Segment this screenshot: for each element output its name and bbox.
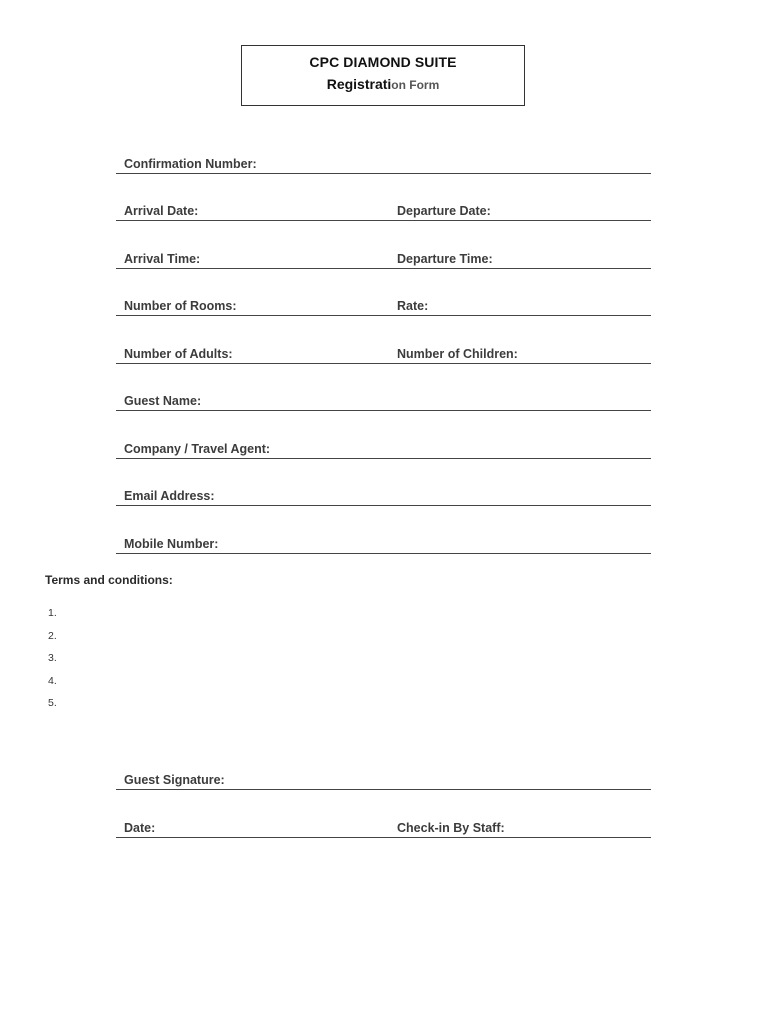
form-subtitle-part1: Registrati xyxy=(326,76,392,92)
terms-item-4: 4. xyxy=(48,674,57,687)
rate-label: Rate: xyxy=(397,299,429,313)
terms-heading: Terms and conditions: xyxy=(45,573,173,587)
departure-date-label: Departure Date: xyxy=(397,204,491,218)
guest-signature-label: Guest Signature: xyxy=(124,773,225,787)
arrival-departure-time-row[interactable] xyxy=(116,248,651,269)
adults-children-row[interactable] xyxy=(116,343,651,364)
guest-signature-field[interactable] xyxy=(116,769,651,790)
arrival-departure-date-row[interactable] xyxy=(116,200,651,221)
form-subtitle-part2: on Form xyxy=(391,78,440,92)
email-address-field[interactable] xyxy=(116,485,651,506)
arrival-date-label: Arrival Date: xyxy=(124,204,199,218)
guest-name-field[interactable] xyxy=(116,390,651,411)
mobile-number-label: Mobile Number: xyxy=(124,537,219,551)
company-travel-agent-field[interactable] xyxy=(116,438,651,459)
terms-item-5: 5. xyxy=(48,697,57,710)
confirmation-number-label: Confirmation Number: xyxy=(124,157,257,171)
terms-item-2: 2. xyxy=(48,629,57,642)
guest-name-label: Guest Name: xyxy=(124,394,202,408)
number-of-adults-label: Number of Adults: xyxy=(124,347,233,361)
email-address-label: Email Address: xyxy=(124,489,215,503)
number-of-children-label: Number of Children: xyxy=(397,347,518,361)
date-checkin-row[interactable] xyxy=(116,817,651,838)
terms-item-3: 3. xyxy=(48,652,57,665)
departure-time-label: Departure Time: xyxy=(397,252,493,266)
hotel-name: CPC DIAMOND SUITE xyxy=(309,54,457,70)
form-title-box xyxy=(241,45,525,106)
confirmation-number-field[interactable] xyxy=(116,153,651,174)
mobile-number-field[interactable] xyxy=(116,533,651,554)
number-of-rooms-label: Number of Rooms: xyxy=(124,299,237,313)
form-subtitle xyxy=(242,76,524,92)
terms-list xyxy=(48,607,57,720)
date-label: Date: xyxy=(124,821,156,835)
checkin-by-staff-label: Check-in By Staff: xyxy=(397,821,505,835)
arrival-time-label: Arrival Time: xyxy=(124,252,201,266)
rooms-rate-row[interactable] xyxy=(116,295,651,316)
terms-item-1: 1. xyxy=(48,607,57,619)
company-travel-agent-label: Company / Travel Agent: xyxy=(124,442,271,456)
